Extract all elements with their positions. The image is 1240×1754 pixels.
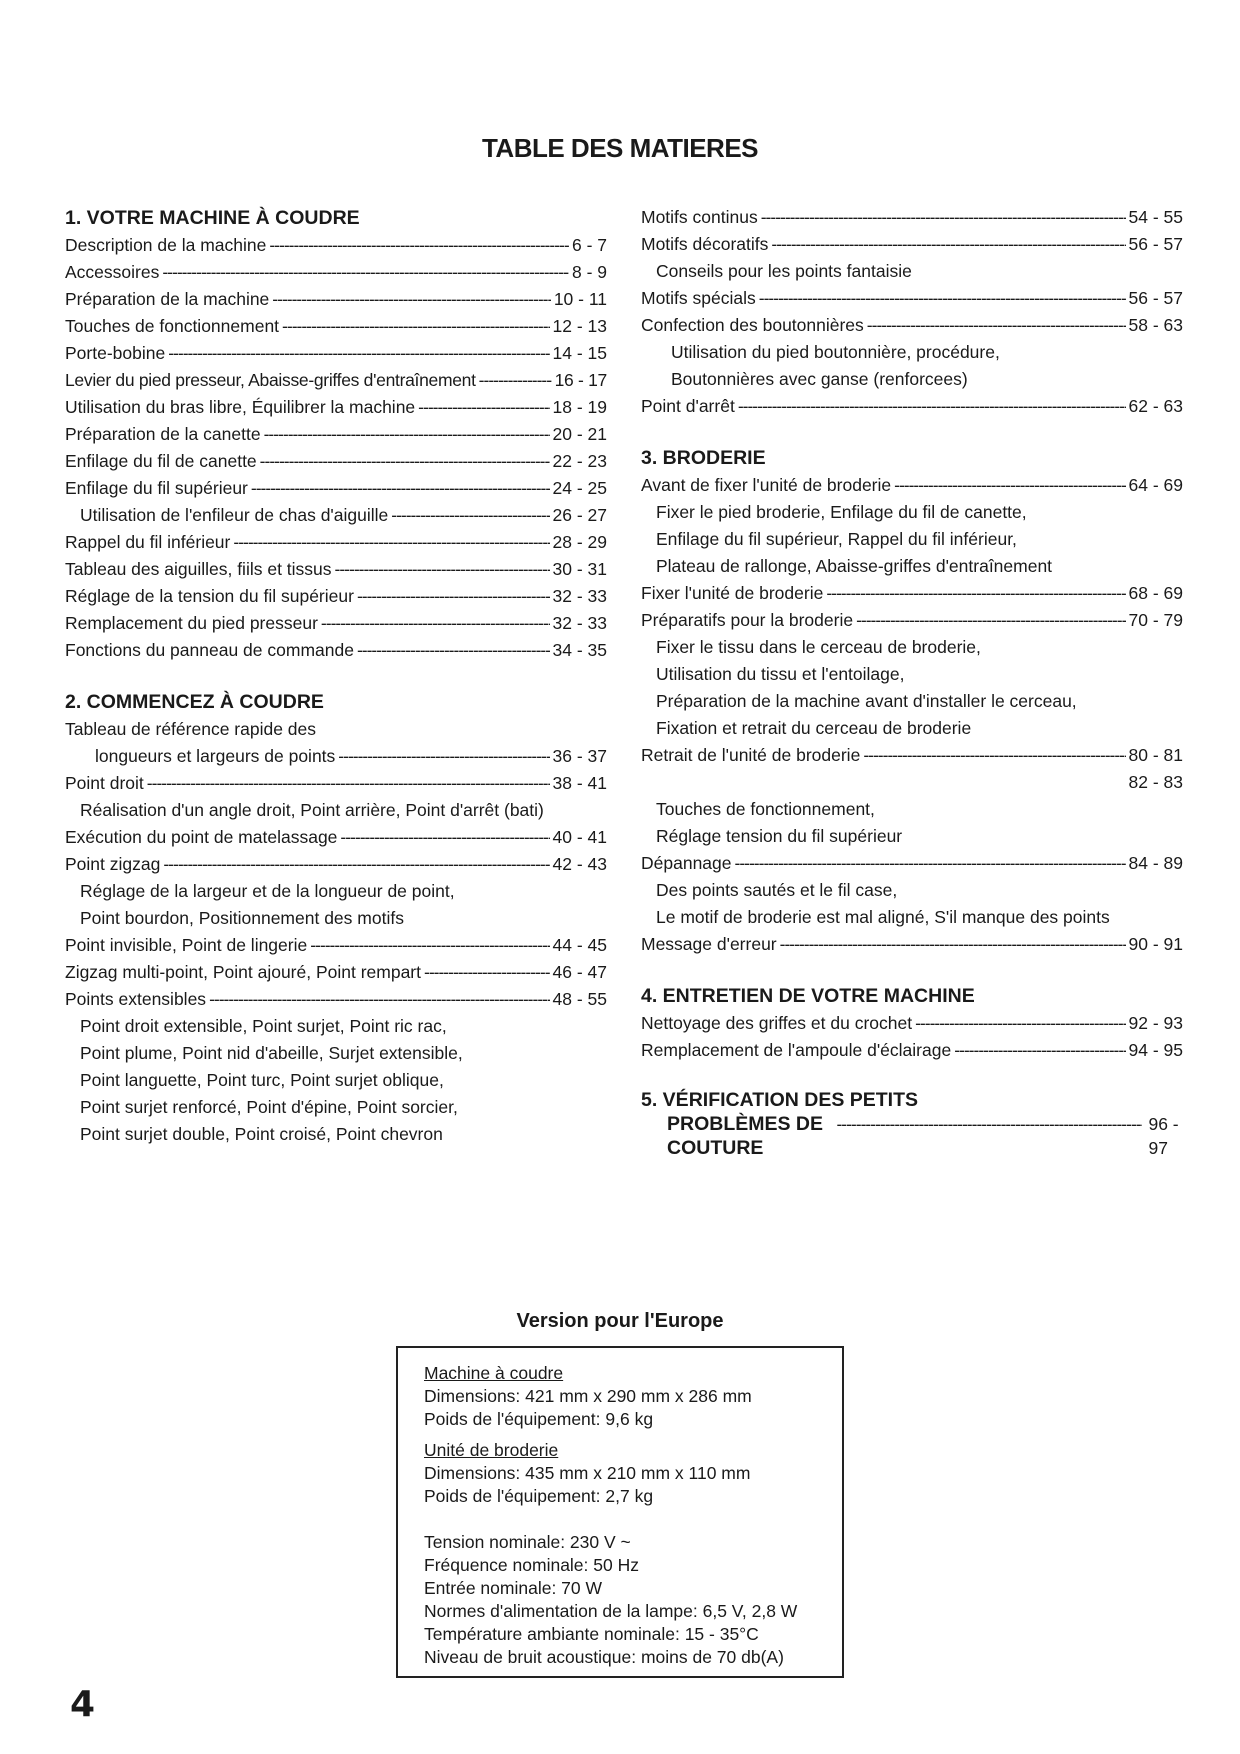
toc-entry-pages: 32 - 33: [552, 613, 607, 633]
dot-leader: [863, 742, 1125, 769]
toc-entry-pages: 42 - 43: [552, 854, 607, 874]
dot-leader: [264, 421, 550, 448]
dot-leader: [233, 529, 549, 556]
dot-leader: [867, 312, 1126, 339]
dot-leader: [310, 932, 549, 959]
toc-entry-label: Porte-bobine: [65, 343, 166, 363]
toc-entry-label: Nettoyage des griffes et du crochet: [641, 1013, 913, 1033]
toc-entry-label: Tableau de référence rapide des: [65, 719, 317, 739]
toc-entry: [65, 448, 607, 475]
toc-entry-label: Fixer le tissu dans le cerceau de broderie,: [656, 637, 981, 657]
toc-entry-label: Remplacement du pied presseur: [65, 613, 318, 633]
toc-entry-pages: 10 - 11: [553, 289, 607, 309]
toc-entry-label: Réalisation d'un angle droit, Point arrière, Point d'arrêt (bati): [80, 800, 544, 820]
toc-entry: [641, 1010, 1183, 1037]
dot-leader: [282, 313, 549, 340]
dot-leader: [780, 931, 1126, 958]
unit-weight: Poids de l'équipement: 2,7 kg: [424, 1486, 654, 1506]
toc-entry-pages: 14 - 15: [552, 343, 607, 363]
ambient-temperature: Température ambiante nominale: 15 - 35°C: [424, 1624, 759, 1644]
toc-entry-label: Remplacement de l'ampoule d'éclairage: [641, 1040, 952, 1060]
toc-entry: [65, 421, 607, 448]
toc-entry-pages: 8 - 9: [571, 262, 607, 282]
toc-entry: [65, 932, 607, 959]
dot-leader: [894, 472, 1125, 499]
page-number: 4: [70, 1684, 96, 1725]
toc-entry-label: Réglage de la tension du fil supérieur: [65, 586, 354, 606]
toc-entry-label: Motifs spécials: [641, 288, 756, 308]
toc-entry-label: Point bourdon, Positionnement des motifs: [80, 908, 404, 928]
dot-leader: [391, 502, 549, 529]
dot-leader: [954, 1037, 1125, 1064]
toc-entry-label: Utilisation du tissu et l'entoilage,: [656, 664, 905, 684]
toc-entry-pages: 70 - 79: [1128, 610, 1183, 630]
dot-leader: [321, 610, 550, 637]
toc-entry-label: Enfilage du fil de canette: [65, 451, 257, 471]
dot-leader: [335, 556, 550, 583]
toc-entry-label: Enfilage du fil supérieur: [65, 478, 248, 498]
dot-leader: [738, 393, 1126, 420]
toc-entry: [641, 285, 1183, 312]
toc-entry: [65, 556, 607, 583]
toc-entry: [65, 367, 607, 394]
toc-entry-label: Utilisation du pied boutonnière, procédure,: [671, 342, 1000, 362]
toc-entry-label: Exécution du point de matelassage: [65, 827, 338, 847]
toc-entry-label: Préparation de la machine avant d'installer le cerceau,: [656, 691, 1077, 711]
toc-entry: [65, 986, 607, 1013]
toc-entry-pages: 68 - 69: [1128, 583, 1183, 603]
toc-entry-label: Plateau de rallonge, Abaisse-griffes d'entraînement: [656, 556, 1053, 576]
toc-entry-label: Tableau des aiguilles, fiils et tissus: [65, 559, 332, 579]
dot-leader: [269, 232, 569, 259]
dot-leader: [856, 607, 1125, 634]
rated-frequency: Fréquence nominale: 50 Hz: [424, 1555, 639, 1575]
toc-entry: [65, 529, 607, 556]
toc-entry-label: Le motif de broderie est mal aligné, S'il manque des points: [656, 907, 1110, 927]
toc-entry-label: Levier du pied presseur, Abaisse-griffes d'entraînement: [65, 370, 476, 390]
toc-entry-pages: 30 - 31: [552, 559, 607, 579]
toc-entry-pages: 90 - 91: [1128, 934, 1183, 954]
lamp-rating: Normes d'alimentation de la lampe: 6,5 V, 2,8 W: [424, 1601, 798, 1621]
toc-entry: [641, 204, 1183, 231]
toc-entry-pages: 12 - 13: [552, 316, 607, 336]
section-1-heading: 1. VOTRE MACHINE À COUDRE: [65, 207, 360, 229]
toc-entry-label: Conseils pour les points fantaisie: [656, 261, 912, 281]
toc-entry: [65, 286, 607, 313]
toc-entry-label: Touches de fonctionnement,: [656, 799, 875, 819]
toc-entry: [641, 231, 1183, 258]
toc-entry: [641, 742, 1183, 769]
toc-entry-pages: 40 - 41: [552, 827, 607, 847]
toc-entry-pages: 94 - 95: [1128, 1040, 1183, 1060]
toc-entry-label: Zigzag multi-point, Point ajouré, Point rempart: [65, 962, 421, 982]
toc-entry: [65, 394, 607, 421]
toc-entry-pages: 56 - 57: [1128, 288, 1183, 308]
dot-leader: [424, 959, 550, 986]
toc-entry: [65, 475, 607, 502]
toc-entry-label: Fixer l'unité de broderie: [641, 583, 824, 603]
toc-entry-pages: 18 - 19: [552, 397, 607, 417]
toc-entry-label: Touches de fonctionnement: [65, 316, 280, 336]
toc-entry-label: Motifs continus: [641, 207, 758, 227]
toc-entry-label: Point d'arrêt: [641, 396, 735, 416]
machine-dimensions: Dimensions: 421 mm x 290 mm x 286 mm: [424, 1386, 752, 1406]
toc-entry: [65, 743, 607, 770]
toc-entry-pages: 24 - 25: [552, 478, 607, 498]
toc-entry-pages: 80 - 81: [1128, 745, 1183, 765]
toc-entry: [65, 259, 607, 286]
section-2-heading: 2. COMMENCEZ À COUDRE: [65, 691, 324, 713]
toc-entry-label: Dépannage: [641, 853, 732, 873]
dot-leader: [168, 340, 549, 367]
toc-entry: [65, 851, 607, 878]
toc-entry-label: Fonctions du panneau de commande: [65, 640, 354, 660]
toc-entry-pages: 6 - 7: [571, 235, 607, 255]
dot-leader: [418, 394, 549, 421]
dot-leader: [771, 231, 1125, 258]
europe-version-title: Version pour l'Europe: [516, 1310, 724, 1332]
toc-entry-pages: 16 - 17: [554, 370, 607, 390]
toc-entry: [641, 472, 1183, 499]
toc-left-column: [65, 204, 607, 1148]
dot-leader: [340, 824, 549, 851]
toc-entry: [641, 850, 1183, 877]
toc-entry: [641, 769, 1183, 796]
toc-entry-label: Retrait de l'unité de broderie: [641, 745, 861, 765]
toc-entry-pages: 28 - 29: [552, 532, 607, 552]
dot-leader: [915, 1010, 1125, 1037]
toc-entry-pages: 56 - 57: [1128, 234, 1183, 254]
toc-entry-label: Avant de fixer l'unité de broderie: [641, 475, 892, 495]
toc-entry-pages: 48 - 55: [552, 989, 607, 1009]
toc-entry-pages: 64 - 69: [1128, 475, 1183, 495]
page-title: TABLE DES MATIERES: [481, 133, 759, 163]
section-5-heading: [641, 1088, 1183, 1160]
toc-entry-label: Message d'erreur: [641, 934, 777, 954]
section-5-heading-line2: PROBLÈMES DE COUTURE: [667, 1113, 824, 1159]
dot-leader: [735, 850, 1126, 877]
toc-entry-label: Point zigzag: [65, 854, 161, 874]
toc-entry-label: Accessoires: [65, 262, 160, 282]
toc-entry-pages: 20 - 21: [552, 424, 607, 444]
toc-entry-label: Réglage de la largeur et de la longueur de point,: [80, 881, 455, 901]
toc-entry-pages: 96 - 97: [1148, 1114, 1179, 1158]
toc-entry-pages: 26 - 27: [552, 505, 607, 525]
dot-leader: [836, 1112, 1142, 1136]
toc-entry-label: Point plume, Point nid d'abeille, Surjet extensible,: [80, 1043, 463, 1063]
toc-entry-label: Utilisation du bras libre, Équilibrer la machine: [65, 397, 416, 417]
dot-leader: [479, 367, 552, 394]
toc-entry-label: Réglage tension du fil supérieur: [656, 826, 903, 846]
toc-entry-pages: 36 - 37: [552, 746, 607, 766]
toc-entry-label: Point surjet double, Point croisé, Point chevron: [80, 1124, 443, 1144]
toc-right-column: [641, 204, 1183, 1160]
toc-entry-pages: 54 - 55: [1128, 207, 1183, 227]
toc-entry-pages: 92 - 93: [1128, 1013, 1183, 1033]
toc-entry-label: Point surjet renforcé, Point d'épine, Point sorcier,: [80, 1097, 458, 1117]
dot-leader: [761, 204, 1126, 231]
toc-entry: [641, 1037, 1183, 1064]
dot-leader: [759, 285, 1126, 312]
toc-entry-pages: 34 - 35: [552, 640, 607, 660]
toc-entry: [641, 931, 1183, 958]
toc-entry: [65, 583, 607, 610]
toc-entry-label: Préparatifs pour la broderie: [641, 610, 854, 630]
toc-entry-label: Motifs décoratifs: [641, 234, 769, 254]
toc-entry: [641, 580, 1183, 607]
toc-entry: [65, 637, 607, 664]
section-3-heading: 3. BRODERIE: [641, 447, 766, 469]
toc-entry-label: longueurs et largeurs de points: [95, 746, 336, 766]
toc-entry: [65, 502, 607, 529]
dot-leader: [272, 286, 551, 313]
dot-leader: [826, 580, 1125, 607]
toc-entry: [65, 824, 607, 851]
toc-entry-pages: 84 - 89: [1128, 853, 1183, 873]
toc-entry-label: Boutonnières avec ganse (renforcees): [671, 369, 968, 389]
toc-entry-label: Point droit extensible, Point surjet, Point ric rac,: [80, 1016, 447, 1036]
dot-leader: [357, 583, 550, 610]
toc-entry-label: Confection des boutonnières: [641, 315, 864, 335]
toc-entry-label: Rappel du fil inférieur: [65, 532, 231, 552]
toc-entry-label: Fixer le pied broderie, Enfilage du fil de canette,: [656, 502, 1027, 522]
noise-level: Niveau de bruit acoustique: moins de 70 db(A): [424, 1647, 784, 1667]
dot-leader: [163, 851, 549, 878]
toc-entry-label: Point droit: [65, 773, 144, 793]
toc-entry-pages: 82 - 83: [1128, 772, 1183, 792]
toc-entry-pages: 58 - 63: [1128, 315, 1183, 335]
toc-entry: [641, 393, 1183, 420]
toc-entry: [65, 313, 607, 340]
spec-box: [396, 1346, 844, 1678]
toc-entry: [65, 959, 607, 986]
rated-voltage: Tension nominale: 230 V ~: [424, 1532, 631, 1552]
toc-entry-label: Enfilage du fil supérieur, Rappel du fil inférieur,: [656, 529, 1017, 549]
dot-leader: [147, 770, 550, 797]
unit-dimensions: Dimensions: 435 mm x 210 mm x 110 mm: [424, 1463, 751, 1483]
toc-entry-pages: 44 - 45: [552, 935, 607, 955]
toc-entry-pages: 46 - 47: [552, 962, 607, 982]
toc-entry: [65, 340, 607, 367]
toc-entry-label: Fixation et retrait du cerceau de broderie: [656, 718, 972, 738]
machine-weight: Poids de l'équipement: 9,6 kg: [424, 1409, 654, 1429]
toc-entry-pages: 32 - 33: [552, 586, 607, 606]
toc-entry-label: Point invisible, Point de lingerie: [65, 935, 308, 955]
toc-entry-label: Préparation de la machine: [65, 289, 270, 309]
toc-entry: [65, 610, 607, 637]
toc-entry-label: Utilisation de l'enfileur de chas d'aiguille: [80, 505, 389, 525]
unit-title: Unité de broderie: [424, 1440, 559, 1460]
toc-entry: [641, 607, 1183, 634]
dot-leader: [209, 986, 549, 1013]
section-4-heading: 4. ENTRETIEN DE VOTRE MACHINE: [641, 985, 975, 1007]
toc-entry: [65, 232, 607, 259]
machine-title: Machine à coudre: [424, 1363, 564, 1383]
toc-entry-label: Point languette, Point turc, Point surjet oblique,: [80, 1070, 444, 1090]
toc-entry-label: Points extensibles: [65, 989, 207, 1009]
toc-entry-pages: 62 - 63: [1128, 396, 1183, 416]
toc-entry-label: Préparation de la canette: [65, 424, 261, 444]
toc-entry-label: Description de la machine: [65, 235, 267, 255]
section-5-heading-line1: 5. VÉRIFICATION DES PETITS: [641, 1089, 919, 1111]
toc-entry-pages: 22 - 23: [552, 451, 607, 471]
dot-leader: [251, 475, 550, 502]
toc-entry-label: Des points sautés et le fil case,: [656, 880, 898, 900]
rated-input: Entrée nominale: 70 W: [424, 1578, 603, 1598]
toc-entry: [641, 312, 1183, 339]
toc-entry: [65, 770, 607, 797]
dot-leader: [162, 259, 569, 286]
dot-leader: [357, 637, 550, 664]
toc-entry-pages: 38 - 41: [552, 773, 607, 793]
dot-leader: [338, 743, 549, 770]
dot-leader: [260, 448, 550, 475]
